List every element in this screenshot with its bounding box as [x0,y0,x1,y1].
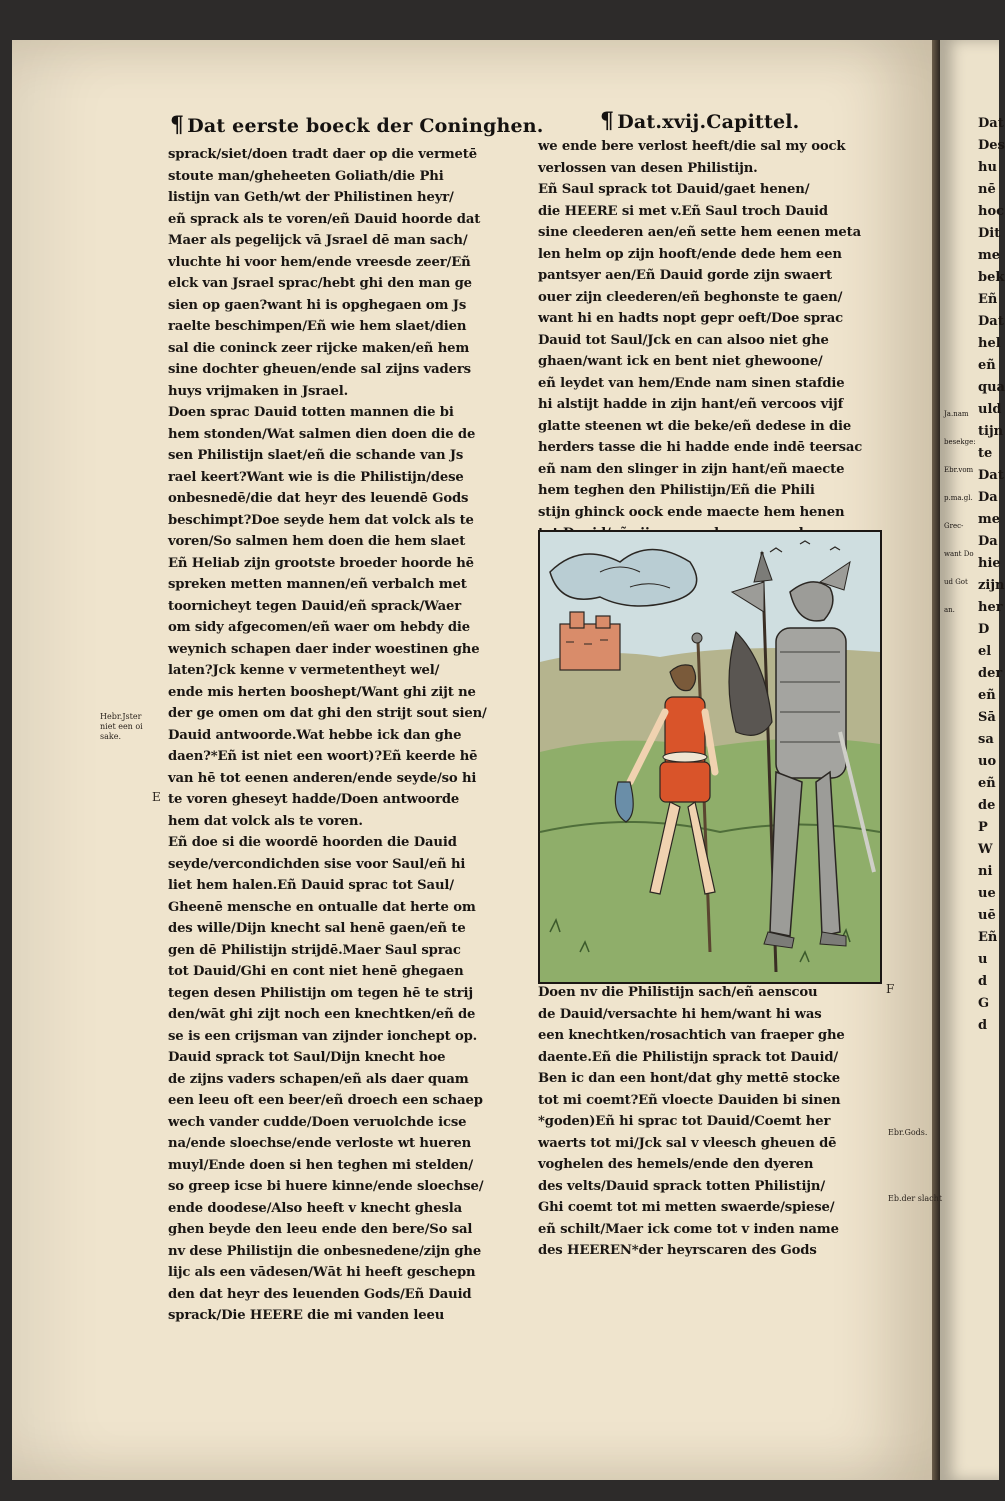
next-page-fragment: Sā [978,710,996,725]
next-page-fragment: eñ [978,776,996,791]
text-line: beschimpt?Doe seyde hem dat volck als te [168,512,474,528]
text-line: *goden)Eñ hi sprac tot Dauid/Coemt her [538,1114,831,1129]
text-line: weynich schapen daer inder woestinen ghe [168,641,480,657]
text-line: elck van Jsrael sprac/hebt ghi den man ge [168,276,472,291]
next-page-fragment: der [978,666,1003,681]
next-page-note: Ja.nam [944,410,969,418]
next-page-fragment: sa [978,732,994,747]
next-page-fragment: P [978,820,988,835]
next-page-fragment: u [978,952,988,967]
text-line: tot Dauid/Ghi en cont niet henē ghegaen [168,964,464,979]
text-line: onbesnedē/die dat heyr des leuendē Gods [168,491,469,506]
next-page-fragment: uē [978,908,996,923]
next-page-fragment: hel [978,336,1001,351]
text-line: eñ nam den slinger in zijn hant/eñ maecte [538,461,845,477]
margin-mark-e: E [152,790,161,804]
text-line: Maer als pegelijck vā Jsrael dē man sach/ [168,233,468,248]
text-line: ouer zijn cleederen/eñ beghonste te gaen/ [538,289,843,305]
left-text-column [168,144,526,1327]
text-line: wech vander cudde/Doen veruolchde icse [168,1114,467,1130]
right-text-column-bottom [538,982,883,1262]
next-page-fragment: bek [978,270,1005,285]
running-header-right: ¶ Dat.xvij.Capittel. [600,108,800,134]
next-page-fragment: d [978,1018,988,1033]
next-page-note: p.ma.gl. [944,494,973,502]
text-line: voren/So salmen hem doen die hem slaet [168,534,466,549]
text-line: Eñ Saul sprack tot Dauid/gaet henen/ [538,182,810,197]
text-line: den/wāt ghi zijt noch een knechtken/eñ de [168,1007,476,1022]
text-line: een knechtken/rosachtich van fraeper ghe [538,1028,845,1043]
text-line: de Dauid/versachte hi hem/want hi was [538,1006,822,1022]
text-line: tot mi coemt?Eñ vloecte Dauiden bi sinen [538,1092,841,1108]
next-page-note: Grec- [944,522,964,530]
next-page-fragment: d [978,974,988,989]
text-line: Eñ Heliab zijn grootste broeder hoorde hē [168,555,474,571]
text-line: so greep icse bi huere kinne/ende sloechse/ [168,1179,484,1194]
text-line: daente.Eñ die Philistijn sprack tot Dauid/ [538,1049,839,1065]
text-line: der ge omen om dat ghi den strijt sout sien/ [168,706,487,721]
pilcrow-icon: ¶ [600,108,615,134]
next-page-fragment: te [978,446,993,461]
text-line: glatte steenen wt die beke/eñ dedese in die [538,418,852,434]
next-page-fragment: el [978,644,992,659]
next-page-fragment: Dat [978,468,1004,483]
next-page-fragment: eñ [978,688,996,703]
text-line: tegen desen Philistijn om tegen hē te strij [168,985,473,1001]
text-line: voghelen des hemels/ende den dyeren [538,1157,814,1172]
text-line: want hi en hadts nopt gepr oeft/Doe sprac [538,311,844,326]
text-line: eñ leydet van hem/Ende nam sinen stafdie [538,375,845,391]
text-line: des HEEREN*der heyrscaren des Gods [538,1243,817,1258]
next-page-note: besekge: [944,438,976,446]
text-line: sen Philistijn slaet/eñ die schande van Js [168,448,464,463]
next-page-note: Ebr.vom [944,466,974,474]
text-line: se is een crijsman van zijnder ionchept op. [168,1028,478,1044]
text-line: Dauid antwoorde.Wat hebbe ick dan ghe [168,727,462,743]
text-line: sprack/siet/doen tradt daer op die vermetē [168,147,477,162]
next-page-fragment: hu [978,160,997,175]
text-line: ghaen/want ick en bent niet ghewoone/ [538,354,823,369]
margin-note-gods: Ebr.Gods. [888,1128,928,1137]
text-line: gen dē Philistijn strijdē.Maer Saul sprac [168,942,461,958]
text-line: hem stonden/Wat salmen dien doen die de [168,426,476,442]
next-page-fragment: nē [978,182,996,197]
text-line: lijc als een vādesen/Wāt hi heeft geschepn [168,1265,476,1280]
text-line: te voren gheseyt hadde/Doen antwoorde [168,792,460,807]
margin-note-slacht: Eb.der slacht [888,1194,943,1203]
text-line: laten?Jck kenne v vermetentheyt wel/ [168,663,440,678]
next-page-fragment: Des [978,138,1005,153]
margin-note-hebr: Hebr.Jster niet een oi sake. [100,712,143,741]
text-line: sprack/Die HEERE die mi vanden leeu [168,1308,445,1323]
next-page-fragment: W [978,842,993,857]
next-page-fragment: her [978,600,1003,615]
text-line: daen?*Eñ ist niet een woort)?Eñ keerde hē [168,749,478,764]
woodcut-illustration [538,530,882,984]
text-line: hi alstijt hadde in zijn hant/eñ vercoos vijf [538,397,844,412]
next-page-note: ud Got [944,578,968,586]
text-line: listijn van Geth/wt der Philistinen heyr/ [168,190,454,205]
text-line: ende mis herten booshept/Want ghi zijt ne [168,684,476,700]
next-page-fragment: uld [978,402,1002,417]
next-page-fragment: ni [978,864,993,879]
text-line: Dauid tot Saul/Jck en can alsoo niet ghe [538,332,829,348]
text-line: raelte beschimpen/Eñ wie hem slaet/dien [168,319,467,334]
text-line: pantsyer aen/Eñ Dauid gorde zijn swaert [538,268,832,283]
text-line: sine cleederen aen/eñ sette hem eenen meta [538,225,861,240]
david-and-goliath-woodcut [540,532,880,982]
text-line: een leeu oft een beer/eñ droech een schaep [168,1093,483,1108]
next-page-fragment: eñ [978,358,996,373]
text-line: liet hem halen.Eñ Dauid sprac tot Saul/ [168,878,454,893]
text-line: muyl/Ende doen si hen teghen mi stelden/ [168,1157,473,1173]
text-line: herders tasse die hi hadde ende indē teersac [538,440,863,455]
text-line: ende doodese/Also heeft v knecht ghesla [168,1200,463,1216]
text-line: rael keert?Want wie is die Philistijn/dese [168,469,464,485]
text-line: Ghi coemt tot mi metten swaerde/spiese/ [538,1200,835,1215]
text-line: om sidy afgecomen/eñ waer om hebdy die [168,620,470,635]
text-line: seyde/vercondichden sise voor Saul/eñ hi [168,856,466,872]
text-line: Ben ic dan een hont/dat ghy mettē stocke [538,1071,841,1086]
text-line: Doen sprac Dauid totten mannen die bi [168,405,454,420]
text-line: stijn ghinck oock ende maecte hem henen [538,504,845,520]
text-line: Dauid sprack tot Saul/Dijn knecht hoe [168,1050,446,1065]
text-line: eñ schilt/Maer ick come tot v inden name [538,1221,839,1237]
next-page-fragment: Eñ [978,930,998,945]
next-page-fragment: hie [978,556,1001,571]
text-line: stoute man/gheheeten Goliath/die Phi [168,168,444,184]
text-line: sien op gaen?want hi is opghegaen om Js [168,297,467,313]
next-page-fragment: Eñ [978,292,998,307]
text-line: sal die coninck zeer rijcke maken/eñ hem [168,340,470,356]
next-page-note: want Do [944,550,974,558]
next-page-fragment: Dit [978,226,1001,241]
text-line: van hē tot eenen anderen/ende seyde/so hi [168,770,477,786]
text-line: we ende bere verlost heeft/die sal my oock [538,139,846,154]
text-line: hem dat volck als te voren. [168,813,363,829]
text-line: eñ sprack als te voren/eñ Dauid hoorde dat [168,211,481,227]
text-line: die HEERE si met v.Eñ Saul troch Dauid [538,203,828,219]
text-line: spreken metten mannen/eñ verbalch met [168,577,467,592]
next-page-fragment: me [978,512,1001,527]
next-page-fragment: Dat [978,116,1004,131]
next-page-fragment: de [978,798,996,813]
next-page-fragment: ue [978,886,996,901]
next-page-fragment: Dat [978,314,1004,329]
next-page-fragment: qua [978,380,1005,395]
text-line: len helm op zijn hooft/ende dede hem een [538,246,842,262]
next-page-fragment: Da [978,490,998,505]
next-page-fragment: hoc [978,204,1005,219]
text-line: den dat heyr des leuenden Gods/Eñ Dauid [168,1286,472,1302]
next-page-fragment: G [978,996,990,1011]
next-page-fragment: tijn [978,424,1004,439]
text-line: Eñ doe si die woordē hoorden die Dauid [168,835,457,850]
book-gutter [932,40,940,1480]
text-line: Gheenē mensche en ontualle dat herte om [168,899,476,915]
text-line: de zijns vaders schapen/eñ als daer quam [168,1071,469,1087]
running-header-left: ¶ Dat eerste boeck der Coninghen. [170,112,544,138]
next-page-note: an. [944,606,955,614]
next-page-edge [940,40,1005,1480]
margin-mark-f: F [886,982,895,996]
text-line: nv dese Philistijn die onbesnedene/zijn ghe [168,1243,482,1259]
text-line: vluchte hi voor hem/ende vreesde zeer/Eñ [168,254,471,270]
text-line: na/ende sloechse/ende verloste wt hueren [168,1136,472,1151]
next-page-fragment: D [978,622,990,637]
text-line: sine dochter gheuen/ende sal zijns vaders [168,362,471,377]
next-page-fragment: Da [978,534,998,549]
text-line: huys vrijmaken in Jsrael. [168,383,349,399]
pilcrow-icon: ¶ [170,112,185,138]
text-line: des velts/Dauid sprack totten Philistijn/ [538,1178,826,1194]
right-text-column-top [538,136,883,545]
text-line: verlossen van desen Philistijn. [538,160,758,176]
text-line: Doen nv die Philistijn sach/eñ aenscou [538,985,818,1000]
next-page-fragment: zijn [978,578,1005,593]
text-line: hem teghen den Philistijn/Eñ die Phili [538,483,815,498]
text-line: toornicheyt tegen Dauid/eñ sprack/Waer [168,598,462,614]
next-page-fragment: uo [978,754,997,769]
next-page-fragment: me [978,248,1001,263]
text-line: ghen beyde den leeu ende den bere/So sal [168,1222,473,1237]
text-line: waerts tot mi/Jck sal v vleesch gheuen dē [538,1135,837,1151]
text-line: des wille/Dijn knecht sal henē gaen/eñ te [168,921,466,936]
